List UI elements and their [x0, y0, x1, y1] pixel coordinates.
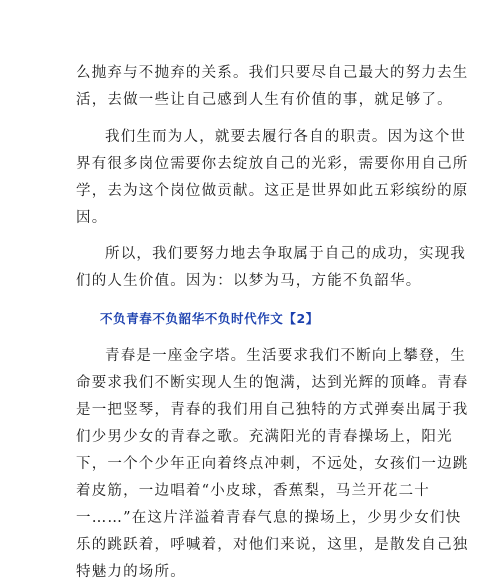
paragraph-3: [76, 241, 467, 295]
text-line: 因。: [76, 210, 108, 226]
text-line: 下，一个个少年正向着终点冲刺，不远处，女孩们一边跳: [76, 456, 469, 472]
text-line: 学，去为这个岗位做贡献。这正是世界如此五彩缤纷的原: [76, 183, 469, 199]
paragraph-1: [76, 60, 469, 114]
text-line: 们少男少女的青春之歌。充满阳光的青春操场上，阳光: [76, 429, 453, 445]
text-line: 青春是一座金字塔。生活要求我们不断向上攀登，生: [105, 348, 467, 364]
paragraph-4: [76, 343, 469, 586]
text-line: 一……”在这片洋溢着青春气息的操场上，少男少女们快: [76, 510, 462, 526]
paragraph-2: [76, 124, 469, 232]
text-line: 特魅力的场所。: [76, 564, 186, 580]
text-line: 是一把竖琴，青春的我们用自己独特的方式弹奏出属于我: [76, 402, 469, 418]
text-line: 界有很多岗位需要你去绽放自己的光彩，需要你用自己所: [76, 156, 469, 172]
text-line: 我们生而为人，就要去履行各自的职责。因为这个世: [105, 129, 467, 145]
text-line: 活，去做一些让自己感到人生有价值的事，就足够了。: [76, 92, 453, 108]
text-line: 着皮筋，一边唱着“小皮球，香蕉梨，马兰开花二十: [76, 483, 431, 499]
section-heading: 不负青春不负韶华不负时代作文【2】: [100, 311, 319, 326]
text-line: 所以，我们要努力地去争取属于自己的成功，实现我: [105, 246, 467, 262]
text-line: 乐的跳跃着，呼喊着，对他们来说，这里，是散发自己独: [76, 537, 469, 553]
text-line: 么抛弃与不抛弃的关系。我们只要尽自己最大的努力去生: [76, 65, 469, 81]
text-line: 们的人生价值。因为：以梦为马，方能不负韶华。: [76, 273, 422, 289]
text-line: 命要求我们不断实现人生的饱满，达到光辉的顶峰。青春: [76, 375, 469, 391]
